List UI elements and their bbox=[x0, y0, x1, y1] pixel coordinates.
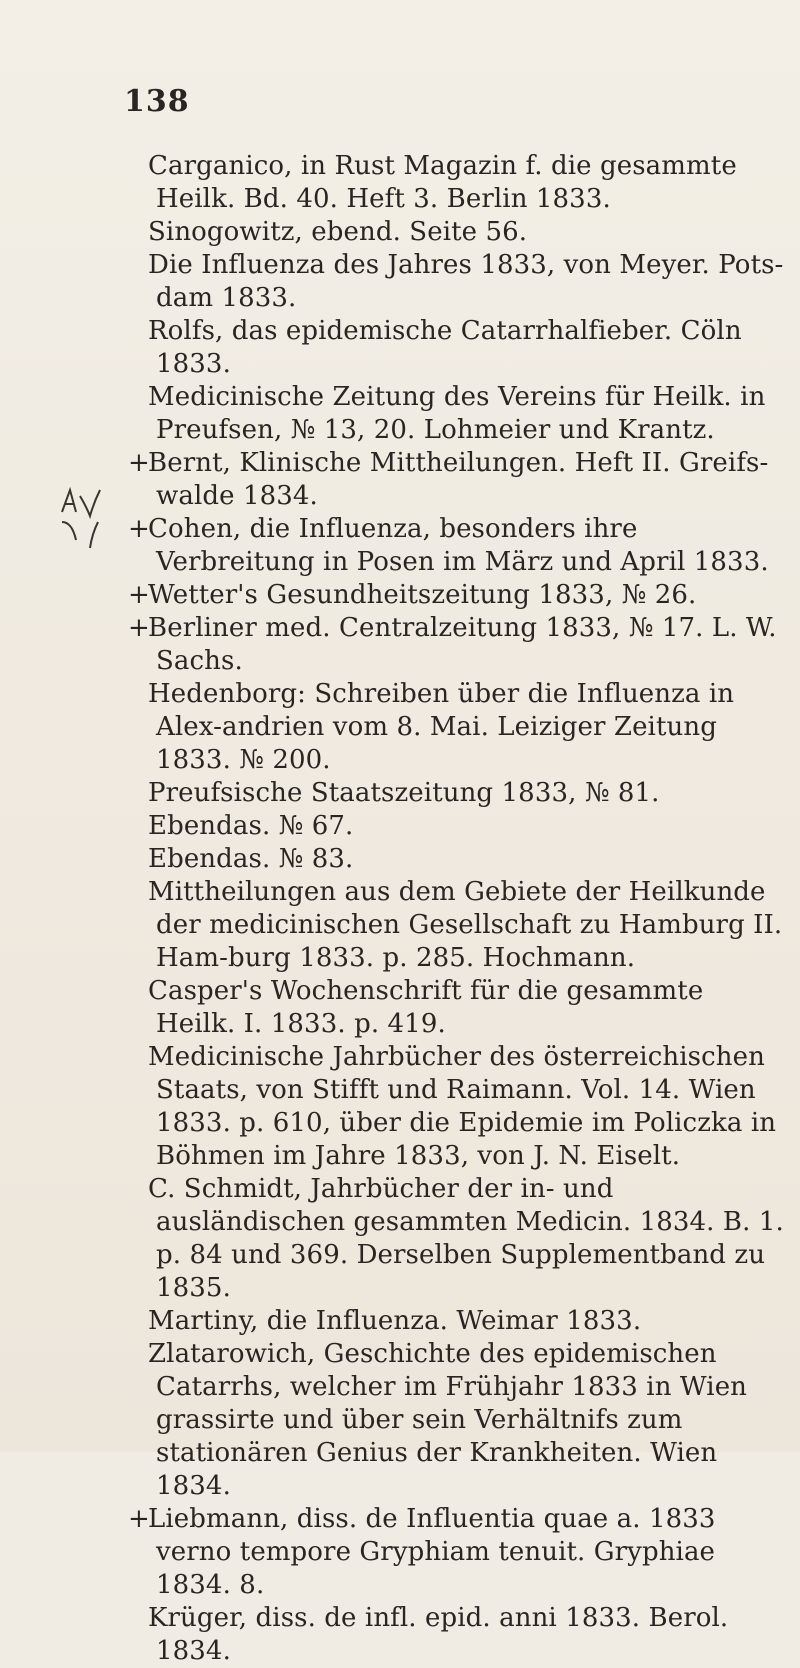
bibliography-entry bbox=[128, 1602, 788, 1668]
entry-text: Casper's Wochenschrift für die gesammte Heilk. I. 1833. p. 419. bbox=[148, 976, 704, 1039]
bibliography-entry bbox=[128, 1503, 788, 1602]
entry-text: C. Schmidt, Jahrbücher der in- und ausländischen gesammten Medicin. 1834. B. 1. p. 84 und 369. Derselben Supplementband zu 1835. bbox=[148, 1174, 784, 1303]
bibliography-entry bbox=[128, 612, 788, 678]
dagger-mark: + bbox=[128, 514, 150, 544]
bibliography-entry bbox=[128, 777, 788, 810]
entry-text: Krüger, diss. de infl. epid. anni 1833. Berol. 1834. bbox=[148, 1603, 729, 1666]
bibliography-entry bbox=[128, 315, 788, 381]
entry-text: Wetter's Gesundheitszeitung 1833, № 26. bbox=[148, 580, 697, 610]
bibliography-entry bbox=[128, 1305, 788, 1338]
bibliography-entry bbox=[128, 579, 788, 612]
entry-text: Cohen, die Influenza, besonders ihre Verbreitung in Posen im März und April 1833. bbox=[148, 514, 769, 577]
bibliography-entry bbox=[128, 513, 788, 579]
dagger-mark: + bbox=[128, 1504, 150, 1534]
bibliography-entry bbox=[128, 150, 788, 216]
dagger-mark: + bbox=[128, 613, 150, 643]
entry-text: Die Influenza des Jahres 1833, von Meyer. Pots-dam 1833. bbox=[148, 250, 784, 313]
entry-text: Medicinische Jahrbücher des österreichischen Staats, von Stifft und Raimann. Vol. 14. Wien 1833. p. 610, über die Epidemie im Policzka in Böhmen im Jahre 1833, von J. N. Eiselt. bbox=[148, 1042, 777, 1171]
bibliography-list bbox=[128, 150, 788, 1668]
entry-text: Ebendas. № 83. bbox=[148, 844, 354, 874]
dagger-mark: + bbox=[128, 448, 150, 478]
bibliography-entry bbox=[128, 1338, 788, 1503]
entry-text: Liebmann, diss. de Influentia quae a. 1833 verno tempore Gryphiam tenuit. Gryphiae 1834. 8. bbox=[148, 1504, 716, 1600]
bibliography-entry bbox=[128, 1041, 788, 1173]
bibliography-entry bbox=[128, 216, 788, 249]
bibliography-entry bbox=[128, 678, 788, 777]
bibliography-entry bbox=[128, 381, 788, 447]
bibliography-entry bbox=[128, 843, 788, 876]
entry-text: Hedenborg: Schreiben über die Influenza in Alex-andrien vom 8. Mai. Leiziger Zeitung 1833. № 200. bbox=[148, 679, 735, 775]
handwritten-margin-note bbox=[56, 482, 108, 554]
bibliography-entry bbox=[128, 249, 788, 315]
entry-text: Berliner med. Centralzeitung 1833, № 17. L. W. Sachs. bbox=[148, 613, 777, 676]
bibliography-entry bbox=[128, 447, 788, 513]
bibliography-entry bbox=[128, 876, 788, 975]
bibliography-entry bbox=[128, 975, 788, 1041]
entry-text: Preufsische Staatszeitung 1833, № 81. bbox=[148, 778, 660, 808]
entry-text: Medicinische Zeitung des Vereins für Heilk. in Preufsen, № 13, 20. Lohmeier und Krantz. bbox=[148, 382, 766, 445]
dagger-mark: + bbox=[128, 580, 150, 610]
entry-text: Carganico, in Rust Magazin f. die gesammte Heilk. Bd. 40. Heft 3. Berlin 1833. bbox=[148, 151, 737, 214]
page-number: 138 bbox=[124, 84, 190, 119]
entry-text: Ebendas. № 67. bbox=[148, 811, 354, 841]
entry-text: Rolfs, das epidemische Catarrhalfieber. Cöln 1833. bbox=[148, 316, 742, 379]
entry-text: Martiny, die Influenza. Weimar 1833. bbox=[148, 1306, 642, 1336]
entry-text: Sinogowitz, ebend. Seite 56. bbox=[148, 217, 528, 247]
entry-text: Mittheilungen aus dem Gebiete der Heilkunde der medicinischen Gesellschaft zu Hamburg II. Ham-burg 1833. p. 285. Hochmann. bbox=[148, 877, 783, 973]
bibliography-entry bbox=[128, 1173, 788, 1305]
entry-text: Bernt, Klinische Mittheilungen. Heft II. Greifs-walde 1834. bbox=[148, 448, 769, 511]
entry-text: Zlatarowich, Geschichte des epidemischen Catarrhs, welcher im Frühjahr 1833 in Wien grassirte und über sein Verhältnifs zum stationären Genius der Krankheiten. Wien 1834. bbox=[148, 1339, 748, 1501]
bibliography-entry bbox=[128, 810, 788, 843]
